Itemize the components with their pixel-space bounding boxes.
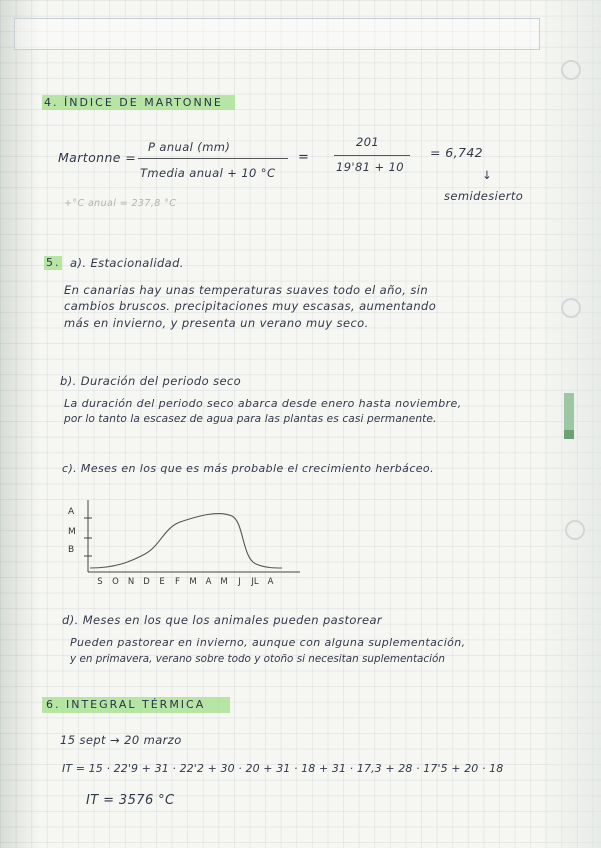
subsection-d-title: d). Meses en los que los animales pueden pastorear [62, 613, 383, 627]
down-arrow-icon: ↓ [482, 168, 493, 182]
binder-hole-middle [561, 298, 581, 318]
section-5-number: 5. [46, 256, 61, 269]
page-shadow [0, 0, 40, 848]
chart-x-label: F [175, 577, 180, 587]
subsection-a-title: a). Estacionalidad. [70, 256, 184, 270]
a-line-2: cambios bruscos. precipitaciones muy escasas, aumentando [64, 299, 437, 313]
page-divider-tab [564, 393, 574, 433]
formula-denominator: Tmedia anual + 10 °C [140, 166, 276, 180]
chart-y-label: A [68, 507, 75, 517]
a-line-3: más en invierno, y presenta un verano muy seco. [64, 316, 369, 330]
chart-x-label: S [97, 577, 103, 587]
integral-dates: 15 sept → 20 marzo [60, 733, 182, 747]
chart-x-label: D [143, 577, 150, 587]
chart-x-label: E [159, 577, 165, 587]
chart-x-label: M [220, 577, 228, 587]
subsection-b-title: b). Duración del periodo seco [60, 374, 242, 388]
fraction-bar-values [334, 155, 410, 156]
chart-x-label: A [267, 577, 274, 587]
b-line-2: por lo tanto la escasez de agua para las plantas es casi permanente. [64, 413, 437, 425]
chart-x-label: O [112, 577, 119, 587]
chart-x-label: M [189, 577, 197, 587]
chart-x-label: A [205, 577, 212, 587]
chart-y-label: M [68, 527, 76, 537]
formula-numerator: P anual (mm) [148, 140, 231, 154]
a-line-1: En canarias hay unas temperaturas suaves todo el año, sin [64, 283, 429, 297]
chart-y-label: B [68, 545, 75, 555]
martonne-label: Martonne = [58, 150, 137, 165]
page-divider-tab-mark [564, 430, 574, 439]
equals-sign: = [298, 150, 310, 165]
d-line-2: y en primavera, verano sobre todo y otoño si necesitan suplementación [70, 653, 445, 665]
martonne-result: = 6,742 [430, 145, 484, 160]
classification-text: semidesierto [444, 189, 524, 203]
faint-note: +°C anual = 237,8 °C [64, 198, 177, 209]
subsection-c-title: c). Meses en los que es más probable el crecimiento herbáceo. [62, 462, 434, 475]
denominator-value: 19'81 + 10 [336, 160, 405, 174]
fraction-bar [138, 158, 288, 159]
d-line-1: Pueden pastorear en invierno, aunque con alguna suplementación, [70, 636, 466, 649]
growth-sketch [60, 496, 320, 596]
binder-hole-bottom [565, 520, 585, 540]
integral-formula: IT = 15 · 22'9 + 31 · 22'2 + 30 · 20 + 31 · 18 + 31 · 17,3 + 28 · 17'5 + 20 · 18 [62, 762, 504, 775]
binder-hole-top [561, 60, 581, 80]
header-box [14, 18, 540, 50]
chart-x-label: J [238, 577, 241, 587]
section-4-heading: 4. ÍNDICE DE MARTONNE [44, 96, 223, 109]
chart-x-label: N [127, 577, 135, 587]
b-line-1: La duración del periodo seco abarca desde enero hasta noviembre, [64, 397, 462, 410]
growth-curve [90, 514, 282, 568]
integral-result: IT = 3576 °C [86, 793, 175, 808]
chart-x-label: JL [251, 577, 259, 587]
numerator-value: 201 [356, 135, 380, 149]
section-6-heading: 6. INTEGRAL TÉRMICA [46, 698, 206, 711]
